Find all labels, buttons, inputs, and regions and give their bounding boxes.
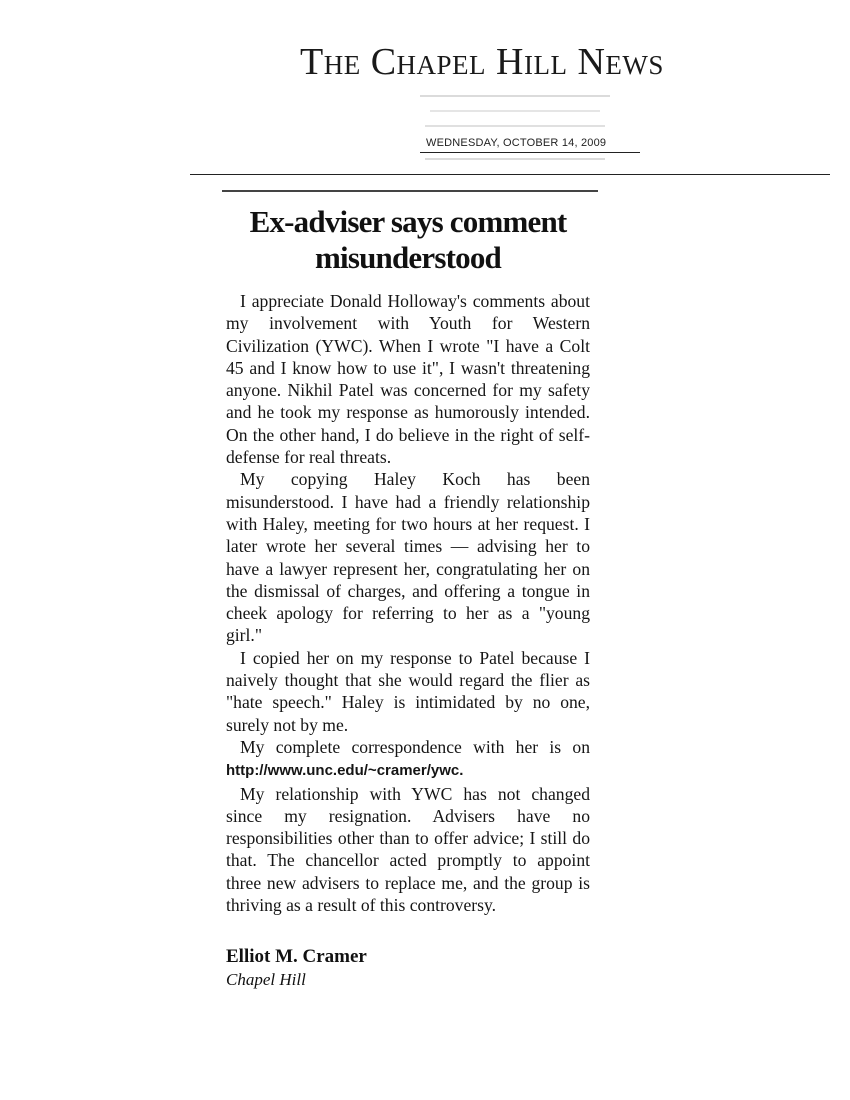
paragraph-4-text: My complete correspondence with her is on bbox=[240, 736, 590, 757]
scan-noise bbox=[430, 110, 600, 112]
masthead-rule bbox=[190, 174, 830, 175]
masthead-title: The Chapel Hill News bbox=[300, 41, 664, 83]
paragraph-3: I copied her on my response to Patel because I naively thought that she would regard the flier as "hate speech." Haley is intimidated by no one, surely not by me. bbox=[226, 647, 590, 735]
article-top-rule bbox=[222, 190, 598, 192]
scan-noise bbox=[425, 158, 605, 160]
paragraph-1: I appreciate Donald Holloway's comments about my involvement with Youth for Western Civilization (YWC). When I wrote "I have a Colt 45 and I know how to use it", I wasn't threatening anyone. Nikhil Patel was concerned for my safety and he took my response as humorously intended. On the other hand, I do believe in the right of self-defense for real threats. bbox=[226, 291, 590, 468]
scan-noise bbox=[420, 95, 610, 97]
author-location: Chapel Hill bbox=[226, 970, 306, 989]
author-name: Elliot M. Cramer bbox=[226, 946, 367, 967]
paragraph-5: My relationship with YWC has not changed since my resignation. Advisers have no responsibilities other than to offer advice; I still do that. The chancellor acted promptly to appoint three new advisers to replace me, and the group is thriving as a result of this controversy. bbox=[226, 783, 590, 916]
paragraph-4 bbox=[226, 736, 590, 783]
article-body bbox=[226, 290, 590, 916]
headline-line-1: Ex-adviser says comment bbox=[249, 204, 567, 239]
scan-noise bbox=[425, 125, 605, 127]
correspondence-url[interactable]: http://www.unc.edu/~cramer/ywc. bbox=[226, 762, 464, 780]
paragraph-2: My copying Haley Koch has been misunderstood. I have had a friendly relationship with Haley, meeting for two hours at her request. I later wrote her several times — advising her to have a lawyer represent her, congratulating her on the dismissal of charges, and offering a tongue in cheek apology for referring to her as a "young girl." bbox=[226, 469, 590, 646]
article-headline bbox=[218, 204, 598, 276]
headline-line-2: misunderstood bbox=[315, 240, 501, 275]
date-rule bbox=[420, 152, 640, 153]
dateline: WEDNESDAY, OCTOBER 14, 2009 bbox=[426, 137, 607, 149]
